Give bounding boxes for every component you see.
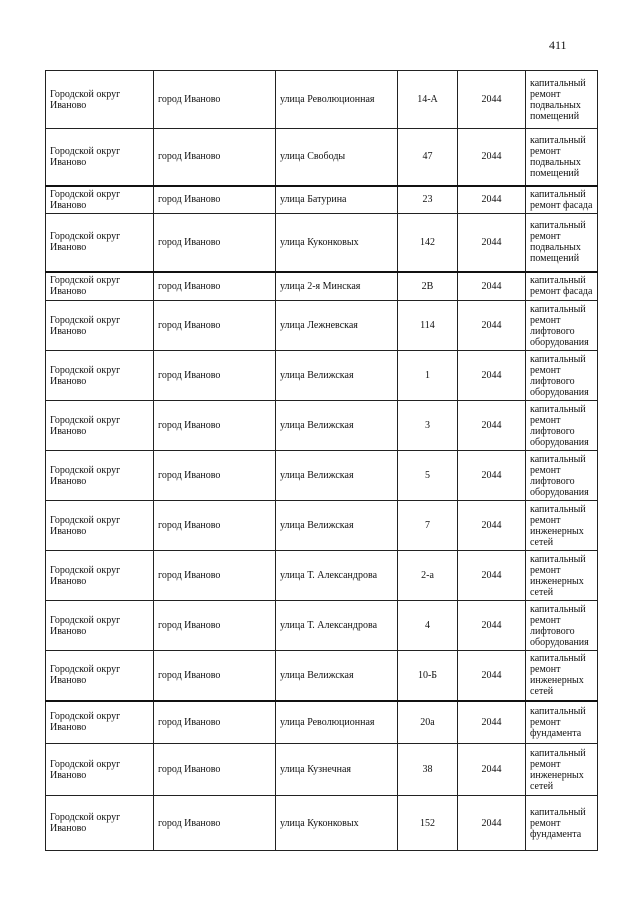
- table-row: [46, 301, 598, 351]
- city-cell: город Иваново: [154, 501, 276, 551]
- work-type-cell: капитальный ремонт инженерных сетей: [526, 551, 598, 601]
- house-number-cell: 38: [398, 744, 458, 796]
- work-type-cell: капитальный ремонт инженерных сетей: [526, 501, 598, 551]
- work-type-cell: капитальный ремонт лифтового оборудования: [526, 451, 598, 501]
- year-cell: 2044: [458, 451, 526, 501]
- year-cell: 2044: [458, 651, 526, 701]
- city-cell: город Иваново: [154, 71, 276, 129]
- year-cell: 2044: [458, 272, 526, 301]
- city-cell: город Иваново: [154, 551, 276, 601]
- work-type-cell: капитальный ремонт лифтового оборудования: [526, 601, 598, 651]
- year-cell: 2044: [458, 301, 526, 351]
- table-row: [46, 796, 598, 851]
- district-cell: Городской округ Иваново: [46, 551, 154, 601]
- year-cell: 2044: [458, 351, 526, 401]
- house-number-cell: 7: [398, 501, 458, 551]
- city-cell: город Иваново: [154, 601, 276, 651]
- house-number-cell: 5: [398, 451, 458, 501]
- street-cell: улица Куконковых: [276, 214, 398, 272]
- city-cell: город Иваново: [154, 129, 276, 186]
- work-type-cell: капитальный ремонт фундамента: [526, 796, 598, 851]
- table-row: [46, 71, 598, 129]
- table-row: [46, 214, 598, 272]
- street-cell: улица Велижская: [276, 401, 398, 451]
- year-cell: 2044: [458, 71, 526, 129]
- house-number-cell: 4: [398, 601, 458, 651]
- district-cell: Городской округ Иваново: [46, 301, 154, 351]
- house-number-cell: 2-а: [398, 551, 458, 601]
- street-cell: улица Батурина: [276, 186, 398, 214]
- district-cell: Городской округ Иваново: [46, 401, 154, 451]
- table-row: [46, 601, 598, 651]
- district-cell: Городской округ Иваново: [46, 796, 154, 851]
- table-row: [46, 351, 598, 401]
- street-cell: улица Велижская: [276, 651, 398, 701]
- year-cell: 2044: [458, 401, 526, 451]
- work-type-cell: капитальный ремонт подвальных помещений: [526, 129, 598, 186]
- district-cell: Городской округ Иваново: [46, 351, 154, 401]
- work-type-cell: капитальный ремонт фундамента: [526, 701, 598, 744]
- work-type-cell: капитальный ремонт лифтового оборудования: [526, 351, 598, 401]
- street-cell: улица Велижская: [276, 501, 398, 551]
- city-cell: город Иваново: [154, 744, 276, 796]
- street-cell: улица Велижская: [276, 451, 398, 501]
- year-cell: 2044: [458, 214, 526, 272]
- district-cell: Городской округ Иваново: [46, 451, 154, 501]
- year-cell: 2044: [458, 601, 526, 651]
- year-cell: 2044: [458, 551, 526, 601]
- house-number-cell: 152: [398, 796, 458, 851]
- city-cell: город Иваново: [154, 301, 276, 351]
- table-row: [46, 651, 598, 701]
- house-number-cell: 23: [398, 186, 458, 214]
- table-row: [46, 451, 598, 501]
- district-cell: Городской округ Иваново: [46, 272, 154, 301]
- work-type-cell: капитальный ремонт фасада: [526, 272, 598, 301]
- city-cell: город Иваново: [154, 451, 276, 501]
- work-type-cell: капитальный ремонт лифтового оборудования: [526, 301, 598, 351]
- work-type-cell: капитальный ремонт лифтового оборудования: [526, 401, 598, 451]
- district-cell: Городской округ Иваново: [46, 186, 154, 214]
- district-cell: Городской округ Иваново: [46, 501, 154, 551]
- year-cell: 2044: [458, 129, 526, 186]
- street-cell: улица Т. Александрова: [276, 601, 398, 651]
- work-type-cell: капитальный ремонт инженерных сетей: [526, 744, 598, 796]
- house-number-cell: 2В: [398, 272, 458, 301]
- year-cell: 2044: [458, 186, 526, 214]
- street-cell: улица Лежневская: [276, 301, 398, 351]
- table-row: [46, 701, 598, 744]
- table-body: [46, 71, 598, 851]
- table-row: [46, 401, 598, 451]
- house-number-cell: 20а: [398, 701, 458, 744]
- year-cell: 2044: [458, 701, 526, 744]
- street-cell: улица Т. Александрова: [276, 551, 398, 601]
- city-cell: город Иваново: [154, 651, 276, 701]
- district-cell: Городской округ Иваново: [46, 71, 154, 129]
- house-number-cell: 47: [398, 129, 458, 186]
- house-number-cell: 1: [398, 351, 458, 401]
- repair-schedule-table: [45, 70, 598, 851]
- city-cell: город Иваново: [154, 796, 276, 851]
- table-row: [46, 129, 598, 186]
- city-cell: город Иваново: [154, 214, 276, 272]
- table-row: [46, 551, 598, 601]
- table-row: [46, 186, 598, 214]
- work-type-cell: капитальный ремонт фасада: [526, 186, 598, 214]
- year-cell: 2044: [458, 796, 526, 851]
- district-cell: Городской округ Иваново: [46, 744, 154, 796]
- house-number-cell: 142: [398, 214, 458, 272]
- street-cell: улица 2-я Минская: [276, 272, 398, 301]
- street-cell: улица Революционная: [276, 71, 398, 129]
- year-cell: 2044: [458, 744, 526, 796]
- table-row: [46, 501, 598, 551]
- street-cell: улица Куконковых: [276, 796, 398, 851]
- city-cell: город Иваново: [154, 701, 276, 744]
- street-cell: улица Свободы: [276, 129, 398, 186]
- street-cell: улица Кузнечная: [276, 744, 398, 796]
- page-number: 411: [549, 38, 567, 52]
- house-number-cell: 3: [398, 401, 458, 451]
- city-cell: город Иваново: [154, 186, 276, 214]
- city-cell: город Иваново: [154, 401, 276, 451]
- table-row: [46, 272, 598, 301]
- district-cell: Городской округ Иваново: [46, 601, 154, 651]
- house-number-cell: 10-Б: [398, 651, 458, 701]
- work-type-cell: капитальный ремонт подвальных помещений: [526, 214, 598, 272]
- house-number-cell: 114: [398, 301, 458, 351]
- city-cell: город Иваново: [154, 351, 276, 401]
- city-cell: город Иваново: [154, 272, 276, 301]
- work-type-cell: капитальный ремонт инженерных сетей: [526, 651, 598, 701]
- house-number-cell: 14-А: [398, 71, 458, 129]
- street-cell: улица Революционная: [276, 701, 398, 744]
- district-cell: Городской округ Иваново: [46, 129, 154, 186]
- year-cell: 2044: [458, 501, 526, 551]
- district-cell: Городской округ Иваново: [46, 651, 154, 701]
- district-cell: Городской округ Иваново: [46, 214, 154, 272]
- work-type-cell: капитальный ремонт подвальных помещений: [526, 71, 598, 129]
- district-cell: Городской округ Иваново: [46, 701, 154, 744]
- street-cell: улица Велижская: [276, 351, 398, 401]
- table-row: [46, 744, 598, 796]
